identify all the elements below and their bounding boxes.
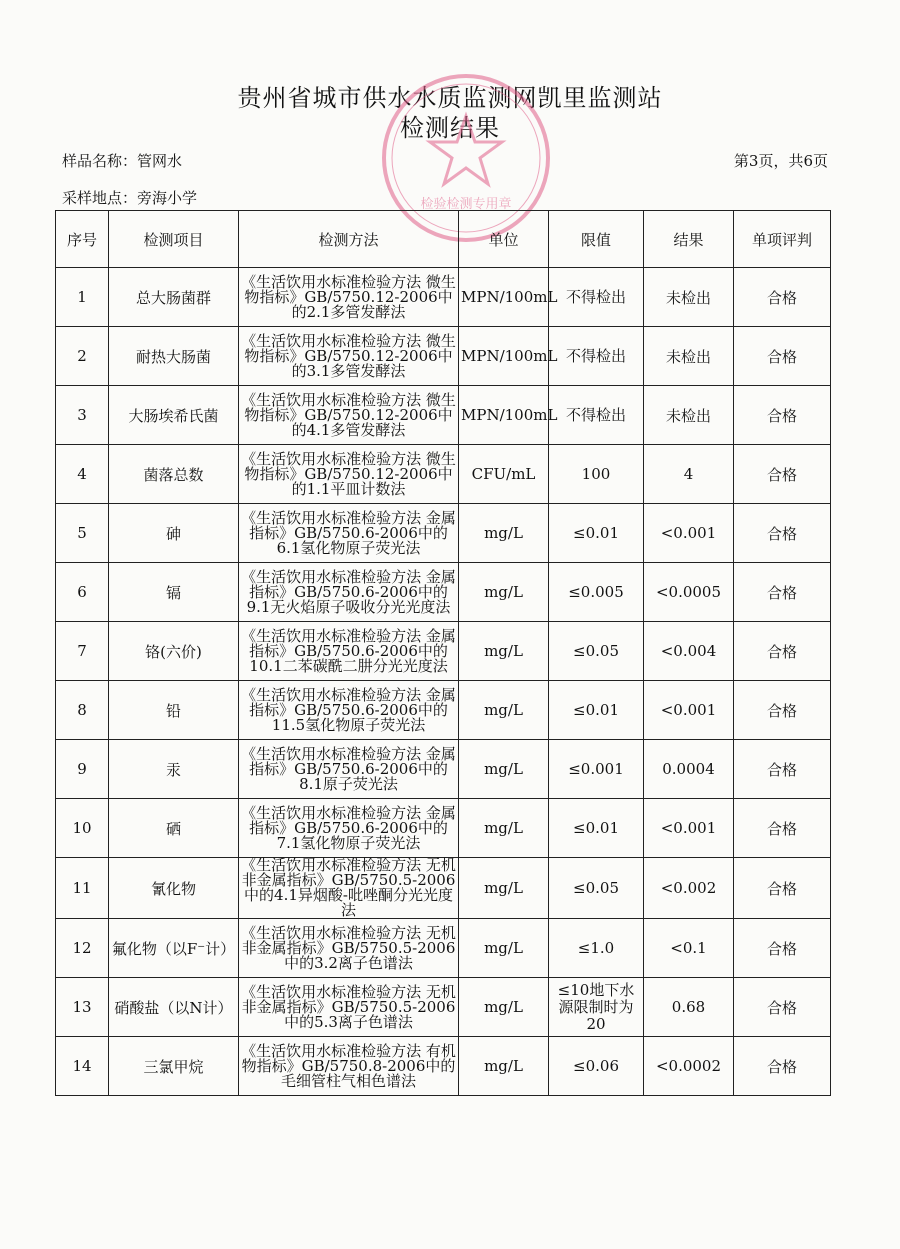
- row-method: 《生活饮用水标准检验方法 金属指标》GB/5750.6-2006中的8.1原子荧光法: [239, 740, 459, 799]
- table-row: [56, 858, 831, 919]
- results-table: [55, 210, 831, 1096]
- row-result: <0.001: [644, 799, 734, 858]
- row-unit: MPN/100mL: [459, 386, 549, 445]
- row-unit: MPN/100mL: [459, 268, 549, 327]
- sample-site-value: 旁海小学: [137, 189, 198, 207]
- page-info: 第3页，共6页: [733, 152, 828, 170]
- row-limit: 100: [549, 445, 644, 504]
- row-number: 4: [56, 445, 109, 504]
- row-item: 铅: [109, 681, 239, 740]
- row-limit: 不得检出: [549, 268, 644, 327]
- row-method: 《生活饮用水标准检验方法 金属指标》GB/5750.6-2006中的6.1氢化物原子荧光法: [239, 504, 459, 563]
- sample-site-row: [62, 187, 197, 208]
- table-row: [56, 327, 831, 386]
- row-item: 氟化物（以F⁻计）: [109, 919, 239, 978]
- row-result: 未检出: [644, 327, 734, 386]
- row-number: 3: [56, 386, 109, 445]
- row-number: 9: [56, 740, 109, 799]
- row-verdict: 合格: [734, 740, 831, 799]
- table-row: [56, 978, 831, 1037]
- row-result: 0.68: [644, 978, 734, 1037]
- row-limit: ≤0.05: [549, 622, 644, 681]
- row-verdict: 合格: [734, 978, 831, 1037]
- header-limit: 限值: [549, 211, 644, 268]
- row-verdict: 合格: [734, 858, 831, 919]
- row-item: 菌落总数: [109, 445, 239, 504]
- table-row: [56, 268, 831, 327]
- row-item: 硒: [109, 799, 239, 858]
- row-unit: mg/L: [459, 504, 549, 563]
- row-item: 镉: [109, 563, 239, 622]
- table-row: [56, 1037, 831, 1096]
- row-result: <0.0002: [644, 1037, 734, 1096]
- row-result: <0.001: [644, 504, 734, 563]
- row-result: <0.002: [644, 858, 734, 919]
- row-result: 4: [644, 445, 734, 504]
- row-result: 未检出: [644, 268, 734, 327]
- row-verdict: 合格: [734, 919, 831, 978]
- row-unit: mg/L: [459, 919, 549, 978]
- row-method: 《生活饮用水标准检验方法 金属指标》GB/5750.6-2006中的9.1无火焰原子吸收分光光度法: [239, 563, 459, 622]
- row-method: 《生活饮用水标准检验方法 金属指标》GB/5750.6-2006中的7.1氢化物原子荧光法: [239, 799, 459, 858]
- row-unit: MPN/100mL: [459, 327, 549, 386]
- row-item: 汞: [109, 740, 239, 799]
- row-item: 铬(六价): [109, 622, 239, 681]
- row-verdict: 合格: [734, 268, 831, 327]
- row-verdict: 合格: [734, 622, 831, 681]
- sample-name-row: [62, 150, 182, 171]
- table-row: [56, 563, 831, 622]
- row-method: 《生活饮用水标准检验方法 无机非金属指标》GB/5750.5-2006中的3.2离子色谱法: [239, 919, 459, 978]
- table-row: [56, 622, 831, 681]
- row-limit: 不得检出: [549, 327, 644, 386]
- row-result: 0.0004: [644, 740, 734, 799]
- header-no: 序号: [56, 211, 109, 268]
- sample-name-value: 管网水: [137, 152, 183, 170]
- row-result: 未检出: [644, 386, 734, 445]
- row-limit: ≤0.005: [549, 563, 644, 622]
- table-row: [56, 681, 831, 740]
- row-number: 12: [56, 919, 109, 978]
- row-verdict: 合格: [734, 563, 831, 622]
- row-number: 13: [56, 978, 109, 1037]
- report-title: 贵州省城市供水水质监测网凯里监测站: [237, 84, 663, 112]
- row-item: 耐热大肠菌: [109, 327, 239, 386]
- seal-text: 检验检测专用章: [420, 197, 512, 212]
- header-verdict: 单项评判: [734, 211, 831, 268]
- row-item: 三氯甲烷: [109, 1037, 239, 1096]
- row-number: 5: [56, 504, 109, 563]
- row-verdict: 合格: [734, 504, 831, 563]
- row-method: 《生活饮用水标准检验方法 有机物指标》GB/5750.8-2006中的毛细管柱气相色谱法: [239, 1037, 459, 1096]
- table-row: [56, 740, 831, 799]
- row-item: 氰化物: [109, 858, 239, 919]
- row-unit: mg/L: [459, 1037, 549, 1096]
- table-header-row: [56, 211, 831, 268]
- row-limit: ≤0.06: [549, 1037, 644, 1096]
- row-verdict: 合格: [734, 799, 831, 858]
- row-limit: ≤0.001: [549, 740, 644, 799]
- row-result: <0.004: [644, 622, 734, 681]
- row-number: 7: [56, 622, 109, 681]
- row-number: 10: [56, 799, 109, 858]
- row-unit: mg/L: [459, 978, 549, 1037]
- row-unit: mg/L: [459, 563, 549, 622]
- row-unit: mg/L: [459, 858, 549, 919]
- table-row: [56, 386, 831, 445]
- row-number: 6: [56, 563, 109, 622]
- row-item: 总大肠菌群: [109, 268, 239, 327]
- row-result: <0.1: [644, 919, 734, 978]
- table-row: [56, 799, 831, 858]
- star-icon: [430, 116, 502, 184]
- table-row: [56, 445, 831, 504]
- row-number: 8: [56, 681, 109, 740]
- row-number: 1: [56, 268, 109, 327]
- row-unit: CFU/mL: [459, 445, 549, 504]
- header-unit: 单位: [459, 211, 549, 268]
- table-row: [56, 504, 831, 563]
- row-unit: mg/L: [459, 681, 549, 740]
- row-limit: ≤0.01: [549, 504, 644, 563]
- row-limit: ≤0.05: [549, 858, 644, 919]
- row-limit: ≤1.0: [549, 919, 644, 978]
- table-row: [56, 919, 831, 978]
- row-verdict: 合格: [734, 681, 831, 740]
- row-method: 《生活饮用水标准检验方法 金属指标》GB/5750.6-2006中的10.1二苯碳酰二肼分光光度法: [239, 622, 459, 681]
- row-limit: 不得检出: [549, 386, 644, 445]
- row-unit: mg/L: [459, 622, 549, 681]
- row-item: 大肠埃希氏菌: [109, 386, 239, 445]
- row-method: 《生活饮用水标准检验方法 金属指标》GB/5750.6-2006中的11.5氢化物原子荧光法: [239, 681, 459, 740]
- row-method: 《生活饮用水标准检验方法 无机非金属指标》GB/5750.5-2006中的5.3离子色谱法: [239, 978, 459, 1037]
- row-verdict: 合格: [734, 386, 831, 445]
- header-method: 检测方法: [239, 211, 459, 268]
- row-method: 《生活饮用水标准检验方法 微生物指标》GB/5750.12-2006中的2.1多管发酵法: [239, 268, 459, 327]
- row-method: 《生活饮用水标准检验方法 无机非金属指标》GB/5750.5-2006中的4.1异烟酸-吡唑酮分光光度法: [239, 858, 459, 919]
- row-verdict: 合格: [734, 1037, 831, 1096]
- report-subtitle: 检测结果: [400, 114, 500, 142]
- header-item: 检测项目: [109, 211, 239, 268]
- row-result: <0.001: [644, 681, 734, 740]
- row-limit: ≤10地下水源限制时为20: [549, 978, 644, 1037]
- row-item: 砷: [109, 504, 239, 563]
- row-method: 《生活饮用水标准检验方法 微生物指标》GB/5750.12-2006中的3.1多管发酵法: [239, 327, 459, 386]
- table-body: [56, 268, 831, 1096]
- row-number: 14: [56, 1037, 109, 1096]
- row-result: <0.0005: [644, 563, 734, 622]
- row-limit: ≤0.01: [549, 681, 644, 740]
- row-method: 《生活饮用水标准检验方法 微生物指标》GB/5750.12-2006中的4.1多管发酵法: [239, 386, 459, 445]
- row-number: 2: [56, 327, 109, 386]
- sample-site-label: 采样地点：: [62, 189, 138, 207]
- sample-name-label: 样品名称：: [62, 152, 138, 170]
- row-item: 硝酸盐（以N计）: [109, 978, 239, 1037]
- row-number: 11: [56, 858, 109, 919]
- row-unit: mg/L: [459, 740, 549, 799]
- row-unit: mg/L: [459, 799, 549, 858]
- row-verdict: 合格: [734, 445, 831, 504]
- header-result: 结果: [644, 211, 734, 268]
- row-limit: ≤0.01: [549, 799, 644, 858]
- row-method: 《生活饮用水标准检验方法 微生物指标》GB/5750.12-2006中的1.1平皿计数法: [239, 445, 459, 504]
- row-verdict: 合格: [734, 327, 831, 386]
